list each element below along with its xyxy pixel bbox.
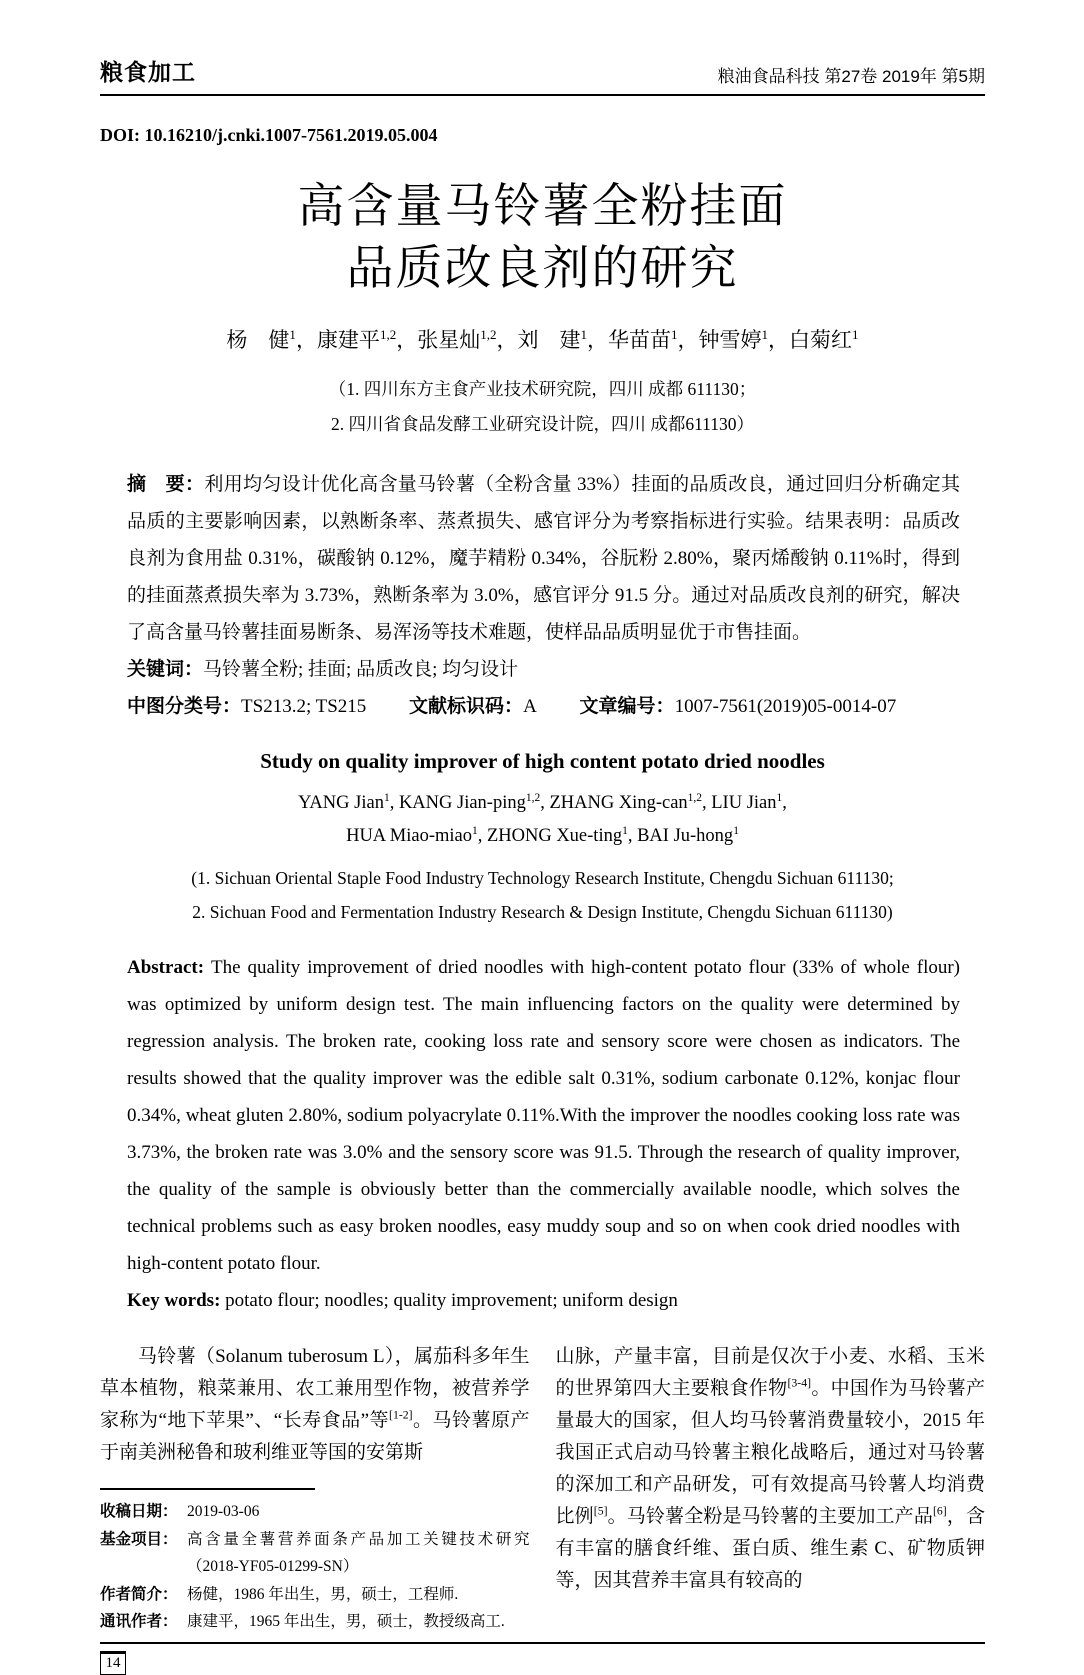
footnote-fund-project: 基金项目： 高含量全薯营养面条产品加工关键技术研究（2018-YF05-01299-SN） (100, 1530, 530, 1575)
keywords-cn (127, 651, 960, 688)
footnote-divider (100, 1488, 315, 1490)
clc-label: 中图分类号： (127, 696, 242, 717)
footnote-corresponding-author: 通讯作者： 康建平，1965 年出生，男，硕士，教授级高工. (100, 1613, 505, 1630)
footer-divider (100, 1642, 985, 1644)
clc-value: TS213.2; TS215 (241, 696, 367, 717)
affiliations-en (100, 861, 985, 929)
affiliation-cn-1: （1. 四川东方主食产业技术研究院，四川 成都 611130； (328, 379, 757, 399)
authors-cn: 杨 健$^1$，康建平$^{1,2}$，张星灿$^{1,2}$，刘 建$^1$，华苗苗$^1$，钟雪婷$^1$，白菊红$^1$ (226, 327, 859, 352)
classification-line (127, 688, 960, 725)
doi-line: DOI: 10.16210/j.cnki.1007-7561.2019.05.004 (100, 125, 438, 145)
keywords-en (127, 1282, 960, 1319)
abstract-cn (127, 466, 960, 651)
affiliation-cn-2: 2. 四川省食品发酵工业研究设计院，四川 成都611130） (330, 414, 755, 434)
article-id-value: 1007-7561(2019)05-0014-07 (674, 696, 897, 717)
abstract-cn-text: 利用均匀设计优化高含量马铃薯（全粉含量 33%）挂面的品质改良，通过回归分析确定其品质的主要影响因素，以熟断条率、蒸煮损失、感官评分为考察指标进行实验。结果表明：品质改良剂为食用盐 0.31%，碳酸钠 0.12%，魔芋精粉 0.34%，谷朊粉 2.80%，聚丙烯酸钠 0.11%时，得到的挂面蒸煮损失率为 3.73%，熟断条率为 3.0%，感官评分 91.5 分。通过对品质改良剂的研究，解决了高含量马铃薯挂面易断条、易浑汤等技术难题，使样品品质明显优于市售挂面。 (127, 474, 960, 643)
footnote-block (100, 1480, 530, 1636)
footnote-author-bio: 作者简介： 杨健，1986 年出生，男，硕士，工程师. (100, 1585, 459, 1603)
authors-en (100, 787, 985, 853)
paper-title-en: Study on quality improver of high content potato dried noodles (260, 749, 825, 773)
affiliations-cn (100, 372, 985, 442)
paper-title-cn-line1: 高含量马铃薯全粉挂面 (297, 181, 788, 233)
paper-title-cn-line2: 品质改良剂的研究 (346, 243, 739, 295)
doc-code-value: A (523, 696, 537, 717)
body-paragraph-right: 山脉，产量丰富，目前是仅次于小麦、水稻、玉米的世界第四大主要粮食作物[3-4]。中国作为马铃薯产量最大的国家，但人均马铃薯消费量较小，2015 年我国正式启动马铃薯主粮化战略后，通过对马铃薯的深加工和产品研发，可有效提高马铃薯人均消费比例[5]。马铃薯全粉是马铃薯的主要加工产品[6]，含有丰富的膳食纤维、蛋白质、维生素 C、矿物质钾等，因其营养丰富具有较高的 (555, 1346, 985, 1591)
journal-issue-info: 粮油食品科技 第27卷 2019年 第5期 (717, 67, 985, 86)
page-number: 14 (100, 1651, 126, 1675)
keywords-cn-text: 马铃薯全粉; 挂面; 品质改良; 均匀设计 (203, 659, 519, 680)
authors-en-line1: YANG Jian$^1$, KANG Jian-ping$^{1,2}$, ZHANG Xing-can$^{1,2}$, LIU Jian$^1$, (298, 791, 787, 813)
keywords-cn-label: 关键词： (127, 659, 204, 680)
authors-en-line2: HUA Miao-miao$^1$, ZHONG Xue-ting$^1$, BAI Ju-hong$^1$ (346, 824, 739, 846)
abstract-en-label: Abstract: (127, 957, 211, 978)
body-columns (100, 1341, 985, 1636)
body-column-left (100, 1341, 530, 1636)
abstract-en-text: The quality improvement of dried noodles with high-content potato flour (33% of whole flour) was optimized by uniform design test. The main influencing factors on the quality were determined by regression analysis. The broken rate, cooking loss rate and sensory score were chosen as indicators. The results showed that the quality improver was the edible salt 0.31%, sodium carbonate 0.12%, konjac flour 0.34%, wheat gluten 2.80%, sodium polyacrylate 0.11%.With the improver the noodles cooking loss rate was 3.73%, the broken rate was 3.0% and the sensory score was 91.5. Through the research of quality improver, the quality of the sample is obviously better than the commercially available noodle, which solves the technical problems such as easy broken noodles, easy muddy soup and so on when cook dried noodles with high-content potato flour. (127, 957, 961, 1274)
paper-title-cn (100, 176, 985, 300)
article-id-label: 文章编号： (579, 696, 675, 717)
keywords-en-label: Key words: (127, 1290, 226, 1311)
affiliation-en-1: (1. Sichuan Oriental Staple Food Industry Technology Research Institute, Chengdu Sichuan 611130; (191, 868, 894, 888)
abstract-en (127, 949, 960, 1282)
journal-section-name: 粮食加工 (100, 59, 196, 85)
affiliation-en-2: 2. Sichuan Food and Fermentation Industry Research & Design Institute, Chengdu Sichuan 611130) (192, 902, 893, 922)
keywords-en-text: potato flour; noodles; quality improvement; uniform design (225, 1290, 678, 1311)
abstract-cn-label: 摘 要： (127, 474, 205, 495)
footnote-received-date: 收稿日期： 2019-03-06 (100, 1503, 260, 1520)
doc-code-label: 文献标识码： (409, 696, 524, 717)
body-paragraph-left: 马铃薯（Solanum tuberosum L），属茄科多年生草本植物，粮菜兼用、农工兼用型作物，被营养学家称为“地下苹果”、“长寿食品”等[1-2]。马铃薯原产于南美洲秘鲁和玻利维亚等国的安第斯 (100, 1346, 530, 1463)
page-header (100, 54, 985, 96)
body-column-right (556, 1341, 986, 1636)
